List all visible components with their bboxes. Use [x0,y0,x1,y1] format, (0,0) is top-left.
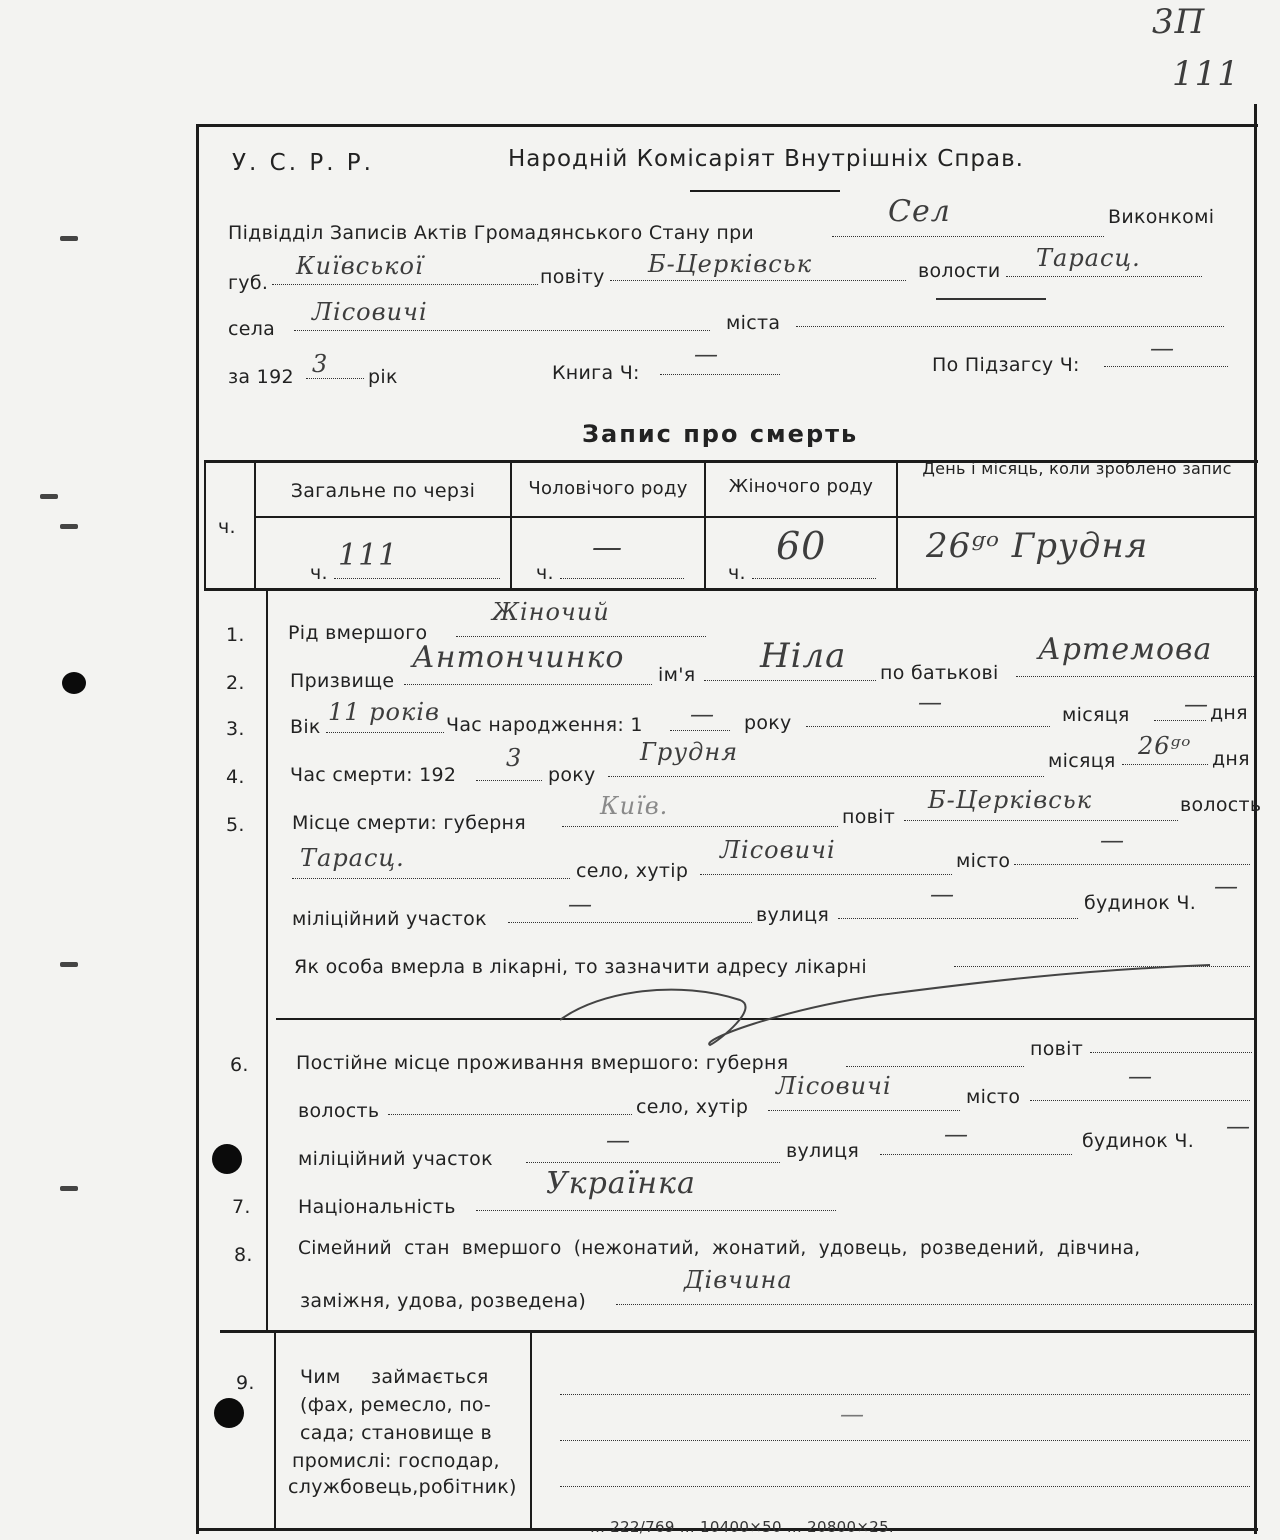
item-number: 2. [226,672,245,694]
povit-value: Б-Церківськ [648,250,813,278]
birth-month-value: — [918,688,943,716]
birth-month-label: місяця [1062,704,1130,726]
ministry-title: Народній Комісаріят Внутрішніх Справ. [508,146,1024,172]
occupation-top-rule [220,1330,1256,1333]
registry-label: Підвідділ Записів Актів Громадянського Стану при [228,222,755,244]
edge-mark [60,524,78,529]
header-divider [690,190,840,192]
occupation-label-5: службовець,робітник) [288,1476,517,1498]
death-place-misto-value: — [1100,826,1125,854]
cell-prefix: ч. [728,562,746,584]
item-number: 4. [226,766,245,788]
punch-hole [62,672,86,694]
name-value: Ніла [760,636,847,676]
punch-hole [214,1398,244,1428]
death-house-value: — [1214,872,1239,900]
archive-number-bottom: 111 [1172,54,1240,94]
cell-general-value: 111 [338,538,399,573]
edge-mark [40,494,58,499]
misto-label: міста [726,312,781,334]
table-row-label: ч. [218,516,236,538]
item-number: 1. [226,624,245,646]
death-place-selo-label: село, хутір [576,860,689,882]
death-year-value: 3 [506,744,523,772]
selo-label: села [228,318,276,340]
item-number: 6. [230,1054,249,1076]
cell-female-value: 60 [776,524,827,568]
birth-year-label: року [744,712,792,734]
edge-mark [60,1186,78,1191]
death-place-label: Місце смерти: губерня [292,812,527,834]
table-bottom-rule [204,588,1258,591]
residence-selo-value: Лісовичі [776,1072,892,1100]
povit-label: повіту [540,266,605,288]
residence-volost-label: волость [298,1100,380,1122]
registry-value: Сел [888,194,951,229]
selo-value: Лісовичі [312,298,428,326]
marital-label: Сімейний стан вмершого (нежонатий, жонатий, удовець, розведений, дівчина, [298,1238,1141,1259]
residence-label: Постійне місце проживання вмершого: губерня [296,1052,789,1074]
death-month-value: Грудня [640,738,739,766]
patronymic-value: Артемова [1038,632,1213,667]
nationality-value: Українка [546,1166,696,1201]
death-militia-label: міліційний участок [292,908,487,930]
residence-militia-label: міліційний участок [298,1148,493,1170]
death-day-value: 26ᵍᵒ [1138,732,1192,760]
occupation-label-3: сада; становище в [300,1422,492,1444]
birth-day-value: — [1184,690,1209,718]
death-year-label: року [548,764,596,786]
marital-value: Дівчина [684,1266,793,1294]
cell-prefix: ч. [536,562,554,584]
pidzags-label: По Підзагсу Ч: [932,354,1080,376]
registry-suffix: Виконкомі [1108,206,1215,228]
death-month-label: місяця [1048,750,1116,772]
misto-dash [936,298,1046,300]
record-title: Запис про смерть [582,420,859,448]
surname-value: Антончинко [412,640,625,675]
residence-misto-label: місто [966,1086,1021,1108]
residence-misto-value: — [1128,1062,1153,1090]
death-place-selo-value: Лісовичі [720,836,836,864]
volost-value: Тарасц. [1036,244,1141,272]
item-number: 3. [226,718,245,740]
residence-street-value: — [944,1120,969,1148]
pidzags-value: — [1150,334,1175,362]
item-number: 5. [226,814,245,836]
numbering-column-rule [266,590,268,1330]
residence-house-value: — [1226,1112,1251,1140]
death-day-label: дня [1212,748,1250,770]
residence-militia-value: — [606,1126,631,1154]
strike-through-scribble [560,950,1220,1050]
death-place-volost-label: волость [1180,794,1262,816]
year-value: 3 [312,350,329,378]
age-value: 11 років [328,698,440,726]
edge-mark [60,236,78,241]
nationality-label: Національність [298,1196,456,1218]
occupation-label-1: Чим займається [300,1366,489,1388]
item-number: 9. [236,1372,255,1394]
col-header-female: Жіночого роду [728,476,874,497]
death-place-gubernia-value: Київ. [600,792,669,820]
patronymic-label: по батькові [880,662,999,684]
residence-selo-label: село, хутір [636,1096,749,1118]
edge-mark [60,962,78,967]
occupation-value: — [840,1400,865,1428]
birth-label: Час народження: 1 [446,714,643,736]
print-footer: ... 222/769 ... 10400×50 ... 20800×25. [590,1518,894,1536]
book-label: Книга Ч: [552,362,640,384]
age-label: Вік [290,716,321,738]
punch-hole [212,1144,242,1174]
hospital-label: Як особа вмерла в лікарні, то зазначити адресу лікарні [294,956,867,978]
cell-prefix: ч. [310,562,328,584]
surname-label: Призвище [290,670,395,692]
residence-house-label: будинок Ч. [1082,1130,1195,1152]
year-suffix: рік [368,366,398,388]
death-street-label: вулиця [756,904,830,926]
name-label: ім'я [658,664,696,686]
gender-label: Рід вмершого [288,622,428,644]
birth-day-label: дня [1210,702,1248,724]
book-value: — [694,340,719,368]
residence-street-label: вулиця [786,1140,860,1162]
residence-povit-label: повіт [1030,1038,1084,1060]
item-number: 7. [232,1196,251,1218]
occupation-label-4: промислі: господар, [292,1450,500,1472]
volost-label: волости [918,260,1001,282]
col-header-general: Загальне по черзі [290,480,476,502]
death-militia-value: — [568,890,593,918]
archive-number-top: 3П [1152,2,1206,42]
death-place-volost-value: Тарасц. [300,844,405,872]
republic-title: У. С. Р. Р. [232,150,374,176]
birth-year-value: — [690,700,715,728]
form-border-left [196,124,199,1534]
gubernia-value: Київської [296,252,424,280]
marital-label-continued: заміжня, удова, розведена) [300,1290,587,1312]
death-house-label: будинок Ч. [1084,892,1197,914]
gender-value: Жіночий [492,598,610,626]
form-border-right [1254,104,1257,1534]
form-border-top [196,124,1258,127]
col-header-date: День і місяць, коли зроблено запис [922,459,1232,478]
death-place-povit-value: Б-Церківськ [928,786,1093,814]
col-header-male: Чоловічого роду [528,478,688,499]
occupation-label-2: (фах, ремесло, по- [300,1394,491,1416]
cell-male-value: — [592,530,623,565]
gubernia-label: губ. [228,272,269,294]
death-place-povit-label: повіт [842,806,896,828]
cell-date-value: 26ᵍᵒ Грудня [926,526,1149,566]
death-place-misto-label: місто [956,850,1011,872]
year-label: за 192 [228,366,294,388]
death-street-value: — [930,880,955,908]
death-time-label: Час смерти: 192 [290,764,457,786]
item-number: 8. [234,1244,253,1266]
